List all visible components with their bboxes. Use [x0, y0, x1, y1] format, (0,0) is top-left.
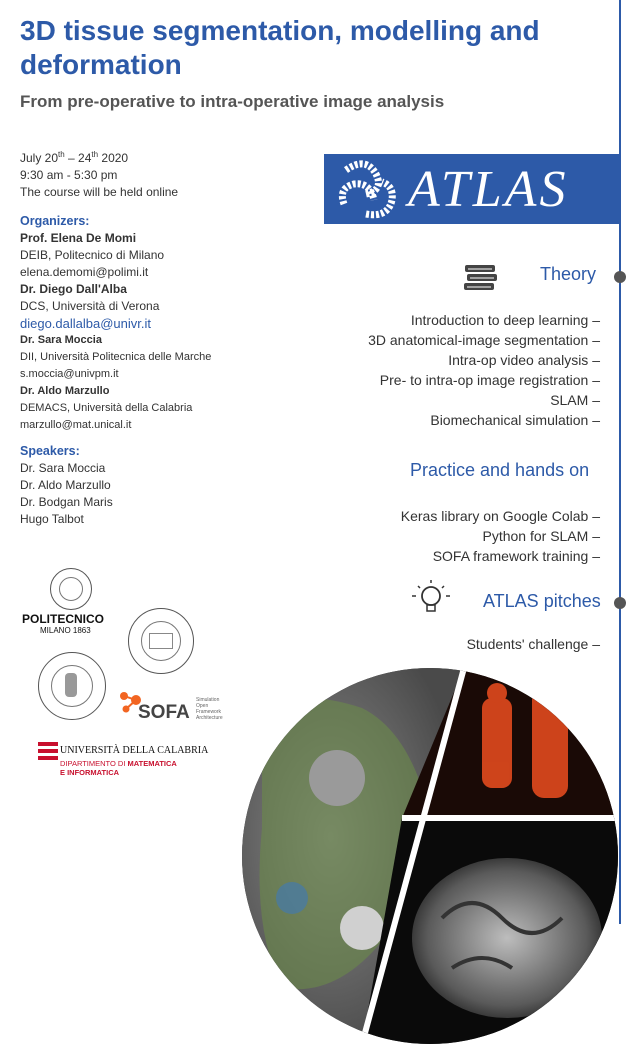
pitches-heading: ATLAS pitches: [483, 591, 601, 611]
practice-list: [300, 508, 600, 568]
medical-image-collage: [242, 668, 618, 1044]
unical-name: UNIVERSITÀ DELLA CALABRIA: [60, 745, 209, 756]
list-item: Python for SLAM –: [482, 528, 600, 544]
organizer-email[interactable]: s.moccia@univpm.it: [20, 368, 119, 380]
organizer-affiliation: DEIB, Politecnico di Milano: [20, 248, 165, 262]
speaker-name: Dr. Aldo Marzullo: [20, 478, 111, 492]
unical-logo-icon: [38, 742, 58, 760]
univr-seal-logo: [128, 608, 194, 674]
list-item: Introduction to deep learning –: [410, 312, 600, 328]
timeline-dot: [614, 271, 626, 283]
pitches-list: [300, 636, 600, 652]
polimi-sub: MILANO 1863: [40, 626, 91, 635]
books-icon: [462, 262, 500, 294]
organizer-name: Prof. Elena De Momi: [20, 231, 137, 245]
organizers-heading: Organizers:: [20, 214, 90, 228]
speaker-name: Dr. Sara Moccia: [20, 461, 106, 475]
polimi-name: POLITECNICO: [22, 612, 105, 626]
speakers-heading: Speakers:: [20, 444, 80, 458]
page-title: 3D tissue segmentation, modelling and deformation: [20, 15, 540, 80]
theory-heading: Theory: [540, 264, 597, 284]
list-item: Keras library on Google Colab –: [400, 508, 600, 524]
time-line: 9:30 am - 5:30 pm: [20, 168, 118, 182]
organizer-name: Dr. Sara Moccia: [20, 334, 102, 346]
atlas-banner-text: ATLAS: [408, 161, 569, 218]
list-item: Students' challenge –: [466, 636, 600, 652]
theory-list: [300, 312, 600, 432]
organizer-name: Dr. Aldo Marzullo: [20, 385, 110, 397]
unical-dept-line3: E INFORMATICA: [60, 768, 120, 777]
unical-dept-line2: MATEMATICA: [127, 759, 177, 768]
online-note: The course will be held online: [20, 185, 179, 199]
vertical-divider: [619, 0, 621, 924]
timeline-dot: [614, 597, 626, 609]
unical-department: [60, 759, 177, 777]
practice-heading: Practice and hands on: [410, 460, 590, 480]
organizer-affiliation: DII, Università Politecnica delle Marche: [20, 351, 212, 363]
list-item: Biomechanical simulation –: [430, 412, 600, 428]
speaker-name: Hugo Talbot: [20, 512, 84, 526]
atlas-knot-icon: [336, 160, 398, 220]
organizer-affiliation: DCS, Università di Verona: [20, 299, 160, 313]
speaker-name: Dr. Bodgan Maris: [20, 495, 113, 509]
course-dates: [20, 146, 178, 201]
organizer-name: Dr. Diego Dall'Alba: [20, 282, 127, 296]
speakers-section: [20, 443, 113, 528]
lightbulb-icon: [408, 578, 454, 618]
list-item: SLAM –: [550, 392, 600, 408]
page-subtitle: From pre-operative to intra-operative image analysis: [20, 92, 445, 111]
organizers-section: [20, 213, 280, 434]
sofa-subtitle: Simulation Open Framework Architecture: [196, 697, 223, 721]
organizer-email[interactable]: elena.demomi@polimi.it: [20, 265, 149, 279]
polimi-seal-logo: [50, 568, 92, 610]
list-item: Intra-op video analysis –: [448, 352, 600, 368]
organizer-affiliation: DEMACS, Università della Calabria: [20, 402, 193, 414]
list-item: 3D anatomical-image segmentation –: [368, 332, 600, 348]
organizer-email[interactable]: marzullo@mat.unical.it: [20, 419, 132, 431]
date-line: July 20th – 24th 2020: [20, 150, 129, 165]
unical-dept-line1: DIPARTIMENTO DI: [60, 759, 126, 768]
list-item: SOFA framework training –: [432, 548, 600, 564]
sofa-name: SOFA: [138, 702, 190, 723]
list-item: Pre- to intra-op image registration –: [379, 372, 600, 388]
univpm-seal-logo: [38, 652, 106, 720]
organizer-email[interactable]: diego.dallalba@univr.it: [20, 316, 152, 331]
